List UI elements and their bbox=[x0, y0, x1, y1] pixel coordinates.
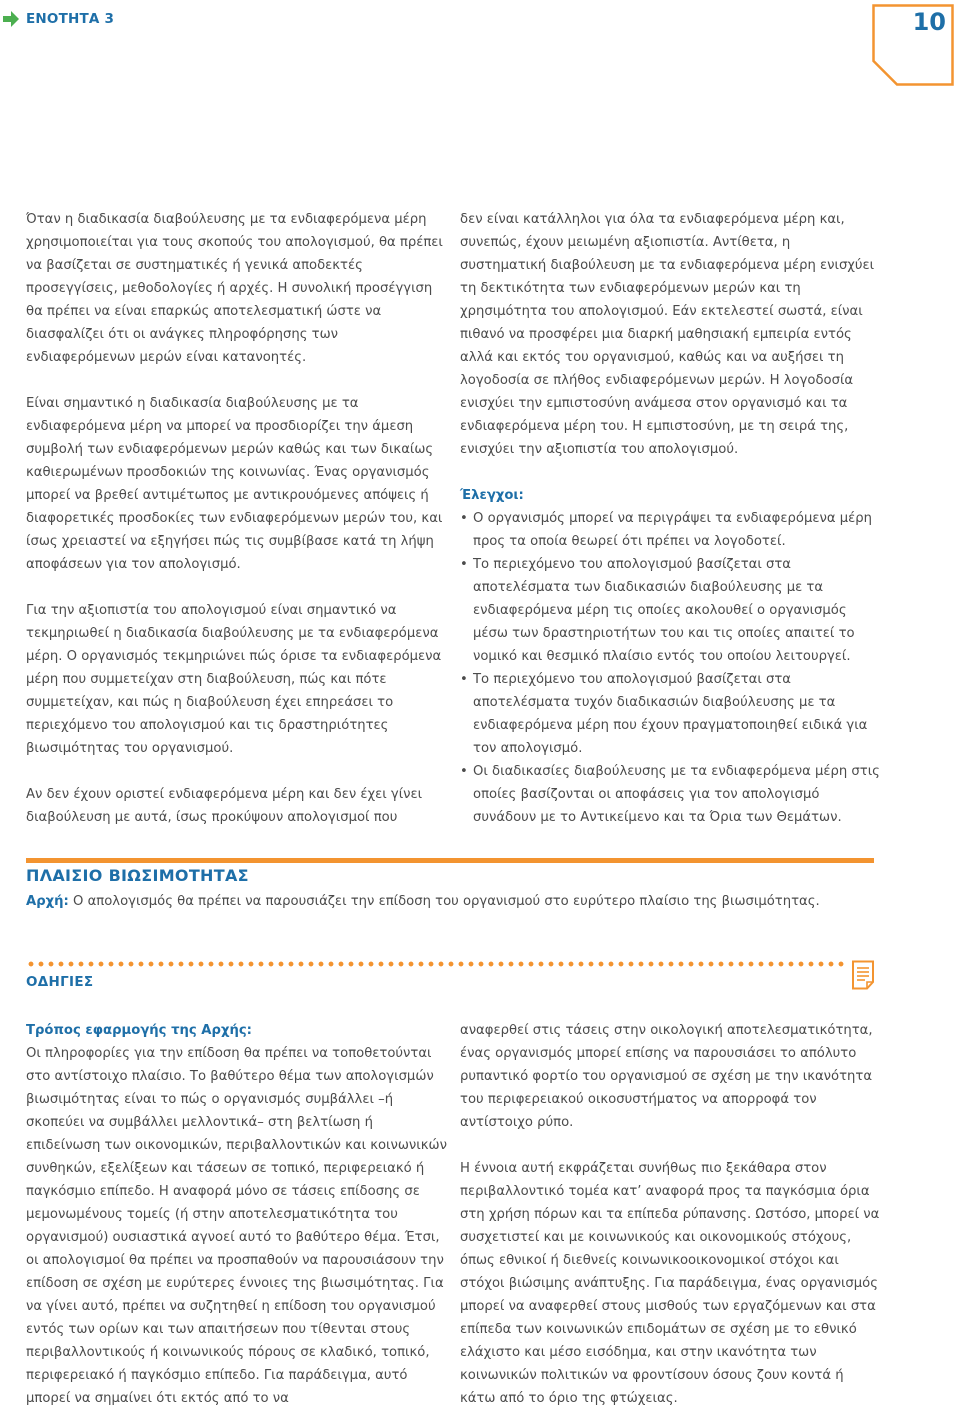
paragraph: Για την αξιοπιστία του απολογισμού είναι σημαντικό να τεκμηριωθεί η διαδικασία διαβούλευσης με τα ενδιαφερόμενα μέρη. Ο οργανισμός τεκμηριώνει πώς όρισε τα ενδιαφερόμενα μέρη που συμμετείχαν στη διαβούλευση, πώς και πότε συμμετείχαν, και πώς η διαβούλευση έχει επηρεάσει το περιεχόμενο του απολογισμού και τις δραστηριότητες βιωσιμότητας του οργανισμού. bbox=[26, 603, 442, 756]
section-label: ΕΝΟΤΗΤΑ 3 bbox=[26, 11, 115, 27]
frame-title: ΠΛΑΙΣΙΟ ΒΙΩΣΙΜΟΤΗΤΑΣ bbox=[26, 866, 249, 885]
arrow-right-icon bbox=[2, 10, 20, 28]
list-item: • Οι διαδικασίες διαβούλευσης με τα ενδιαφερόμενα μέρη στις οποίες βασίζονται οι αποφάσεις για τον απολογισμό συνάδουν με το Αντικείμενο και τα Όρια των Θεμάτων. bbox=[460, 760, 880, 829]
guidelines-left-column bbox=[26, 1019, 448, 1410]
paragraph: Όταν η διαδικασία διαβούλευσης με τα ενδιαφερόμενα μέρη χρησιμοποιείται για τους σκοπούς του απολογισμού, θα πρέπει να βασίζεται σε συστηματικές ή γενικά αποδεκτές προσεγγίσεις, μεθοδολογίες ή αρχές. Η συνολική προσέγγιση θα πρέπει να είναι επαρκώς αποτελεσματική ώστε να διασφαλίζει ότι οι ανάγκες πληροφόρησης των ενδιαφερόμενων μερών είναι κατανοητές. bbox=[26, 212, 443, 365]
principle-text: Ο απολογισμός θα πρέπει να παρουσιάζει την επίδοση του οργανισμού στο ευρύτερο πλαίσιο της βιωσιμότητας. bbox=[68, 894, 820, 909]
checks-heading: Έλεγχοι: bbox=[460, 488, 524, 503]
list-item: • Το περιεχόμενο του απολογισμού βασίζεται στα αποτελέσματα των διαδικασιών διαβούλευσης με τα ενδιαφερόμενα μέρη τις οποίες ακολουθεί ο οργανισμός μέσω των δραστηριοτήτων του και τις οποίες απαιτεί το νομικό και θεσμικό πλαίσιο εντός του οποίου λειτουργεί. bbox=[460, 553, 880, 668]
top-right-column bbox=[460, 208, 880, 829]
list-item: • Ο οργανισμός μπορεί να περιγράψει τα ενδιαφερόμενα μέρη προς τα οποία θεωρεί ότι πρέπει να λογοδοτεί. bbox=[460, 507, 880, 553]
paragraph: Αν δεν έχουν οριστεί ενδιαφερόμενα μέρη και δεν έχει γίνει διαβούλευση με αυτά, ίσως προκύψουν απολογισμοί που bbox=[26, 787, 423, 825]
principle-line bbox=[26, 894, 926, 909]
dotted-divider bbox=[26, 961, 844, 967]
page-number: 10 bbox=[912, 8, 946, 36]
frame-divider bbox=[26, 858, 874, 863]
paragraph: αναφερθεί στις τάσεις στην οικολογική αποτελεσματικότητα, ένας οργανισμός μπορεί επίσης να παρουσιάσει το απόλυτο ρυπαντικό φορτίο του οργανισμού σε σχέση με την ικανότητα του περιφερειακού οικοσυστήματος να απορροφά τον αντίστοιχο ρύπο. bbox=[460, 1023, 873, 1130]
principle-label: Αρχή: bbox=[26, 894, 69, 909]
list-item: • Το περιεχόμενο του απολογισμού βασίζεται στα αποτελέσματα τυχόν διαδικασιών διαβούλευσης με τα ενδιαφερόμενα μέρη που έχουν πραγματοποιηθεί ειδικά για τον απολογισμό. bbox=[460, 668, 880, 760]
notes-icon bbox=[851, 960, 875, 990]
method-subheading: Τρόπος εφαρμογής της Αρχής: bbox=[26, 1023, 252, 1038]
guidelines-right-column bbox=[460, 1019, 880, 1410]
checks-list bbox=[460, 507, 880, 829]
top-left-column bbox=[26, 208, 446, 829]
paragraph: Η έννοια αυτή εκφράζεται συνήθως πιο ξεκάθαρα στον περιβαλλοντικό τομέα κατ’ αναφορά προς τα παγκόσμια όρια στη χρήση πόρων και τα επίπεδα ρύπανσης. Ωστόσο, μπορεί να συσχετιστεί και με κοινωνικούς και οικονομικούς στόχους, όπως εθνικοί ή διεθνείς κοινωνικοοικονομικοί στόχοι και στόχοι βιώσιμης ανάπτυξης. Για παράδειγμα, ένας οργανισμός μπορεί να αναφερθεί στους μισθούς των εργαζόμενων και στα επίπεδα των κοινωνικών επιδομάτων σε σχέση με το εθνικό ελάχιστο και μέσο εισόδημα, και στην ικανότητα των κοινωνικών πολιτικών να φροντίσουν όσους ζουν κοντά ή κάτω από το όριο της φτώχειας. bbox=[460, 1161, 880, 1406]
page-number-box bbox=[872, 4, 954, 86]
paragraph: Οι πληροφορίες για την επίδοση θα πρέπει να τοποθετούνται στο αντίστοιχο πλαίσιο. Το βαθύτερο θέμα των απολογισμών βιωσιμότητας είναι το πώς ο οργανισμός συμβάλλει –ή σκοπεύει να συμβάλλει μελλοντικά– στη βελτίωση ή επιδείνωση των οικονομικών, περιβαλλοντικών και κοινωνικών συνθηκών, εξελίξεων και τάσεων σε τοπικό, περιφερειακό ή παγκόσμιο επίπεδο. Η αναφορά μόνο σε τάσεις επίδοσης σε μεμονωμένους τομείς (ή στην αποτελεσματικότητα του οργανισμού) ουσιαστικά αγνοεί αυτό το βαθύτερο θέμα. Έτσι, οι απολογισμοί θα πρέπει να προσπαθούν να παρουσιάσουν την επίδοση σε σχέση με ευρύτερες έννοιες της βιωσιμότητας. Για να γίνει αυτό, πρέπει να συζητηθεί η επίδοση του οργανισμού εντός των ορίων και των απαιτήσεων που τίθενται στους περιβαλλοντικούς ή κοινωνικούς πόρους σε κλαδικό, τοπικό, περιφερειακό ή παγκόσμιο επίπεδο. Για παράδειγμα, αυτό μπορεί να σημαίνει ότι εκτός από το να bbox=[26, 1046, 447, 1406]
paragraph: Είναι σημαντικό η διαδικασία διαβούλευσης με τα ενδιαφερόμενα μέρη να μπορεί να προσδιορίζει την άμεση συμβολή των ενδιαφερόμενων μερών καθώς και των δικαίως καθιερωμένων προσδοκιών της κοινωνίας. Ένας οργανισμός μπορεί να βρεθεί αντιμέτωπος με αντικρουόμενες απόψεις ή διαφορετικές προσδοκίες των ενδιαφερόμενων μερών του, και ίσως χρειαστεί να εξηγήσει πώς τις συμβίβασε κατά τη λήψη αποφάσεων για τον απολογισμό. bbox=[26, 396, 443, 572]
section-header bbox=[0, 8, 114, 30]
guidelines-title: ΟΔΗΓΙΕΣ bbox=[26, 974, 94, 990]
paragraph: δεν είναι κατάλληλοι για όλα τα ενδιαφερόμενα μέρη και, συνεπώς, έχουν μειωμένη αξιοπιστία. Αντίθετα, η συστηματική διαβούλευση με τα ενδιαφερόμενα μέρη ενισχύει τη δεκτικότητα των ενδιαφερόμενων μερών και τη χρησιμότητα του απολογισμού. Εάν εκτελεστεί σωστά, είναι πιθανό να προσφέρει μια διαρκή μαθησιακή εμπειρία εντός αλλά και εκτός του οργανισμού, καθώς και να αυξήσει τη λογοδοσία σε πλήθος ενδιαφερόμενων μερών. Η λογοδοσία ενισχύει την εμπιστοσύνη ανάμεσα στον οργανισμό και τα ενδιαφερόμενα μέρη του. Η εμπιστοσύνη, με τη σειρά της, ενισχύει την αξιοπιστία του απολογισμού. bbox=[460, 212, 875, 457]
